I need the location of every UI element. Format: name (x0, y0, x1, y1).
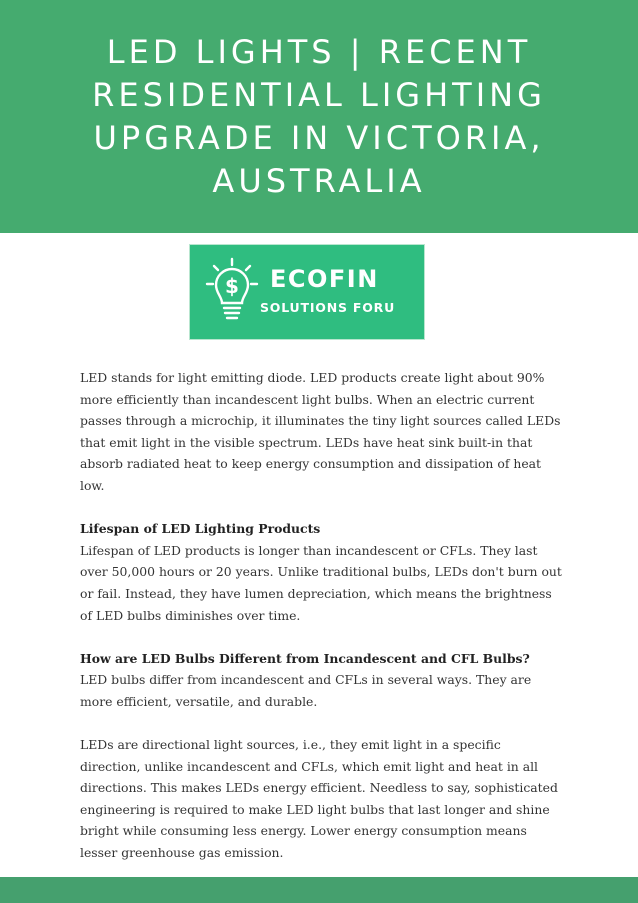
section-heading-differences: How are LED Bulbs Different from Incandescent and CFL Bulbs? (80, 650, 530, 666)
intro-paragraph: LED stands for light emitting diode. LED products create light about 90% more efficiently than incandescent light bulbs. When an electric current passes through a microchip, it illuminates the tiny light sources called LEDs that emit light in the visible spectrum. LEDs have heat sink built-in that absorb radiated heat to keep energy consumption and dissipation of heat low. (80, 370, 561, 493)
footer-band (0, 877, 638, 903)
logo (189, 244, 425, 340)
header-band (0, 0, 638, 233)
section-paragraph-differences: LED bulbs differ from incandescent and CFLs in several ways. They are more efficient, versatile, and durable. (80, 672, 532, 709)
section-paragraph-directional: LEDs are directional light sources, i.e., they emit light in a specific direction, unlike incandescent and CFLs, which emit light and heat in all directions. This makes LEDs energy efficient. Needless to say, sophisticated engineering is required to make LED light bulbs that last longer and shine bright while consuming less energy. Lower energy consumption means lesser greenhouse gas emission. (80, 737, 558, 861)
section-paragraph-lifespan: Lifespan of LED products is longer than incandescent or CFLs. They last over 50,000 hours or 20 years. Unlike traditional bulbs, LEDs don't burn out or fail. Instead, they have lumen depreciation, which means the brightness of LED bulbs diminishes over time. (80, 542, 562, 623)
logo-tagline: SOLUTIONS FORU (260, 300, 396, 315)
page-title: LED LIGHTS | RECENT RESIDENTIAL LIGHTING UPGRADE IN VICTORIA, AUSTRALIA (92, 32, 546, 200)
svg-text:$: $ (225, 274, 239, 298)
article-body (80, 367, 565, 885)
section-heading-lifespan: Lifespan of LED Lighting Products (80, 521, 321, 537)
logo-wordmark: ECOFIN (270, 265, 379, 293)
lightbulb-dollar-icon (204, 257, 260, 329)
